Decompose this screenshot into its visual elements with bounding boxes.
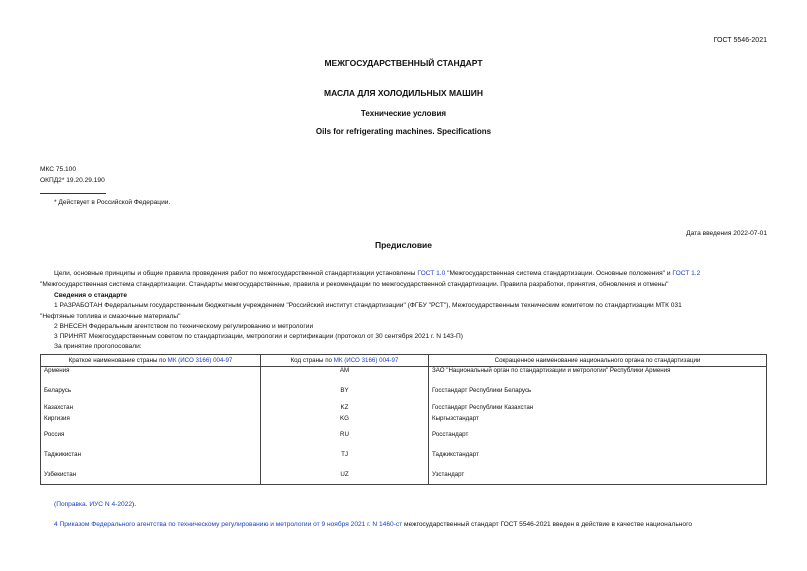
code-cell: UZ: [261, 471, 429, 485]
countries-table: [40, 354, 767, 485]
document-subtitle: Технические условия: [360, 109, 447, 118]
body-cell: Таджикстандарт: [429, 451, 767, 471]
table-row: [41, 451, 767, 471]
country-cell: Беларусь: [41, 387, 261, 404]
preface-text: "Межгосударственная система стандартизации. Основные положения" и: [445, 270, 673, 277]
column-header-body: Сокращенное наименование национального органа по стандартизации: [429, 355, 767, 367]
column-header-country: Краткое наименование страны по МК (ИСО 3166) 004-97: [41, 355, 261, 367]
country-cell: Казахстан: [41, 404, 261, 415]
code-cell: TJ: [261, 451, 429, 471]
mks-code: МКС 75.100: [40, 166, 77, 173]
amendment-link[interactable]: Поправка. ИУС N 4-2022: [56, 501, 133, 508]
okpd-code: ОКПД2* 19.20.29.190: [40, 177, 105, 184]
footnote: * Действует в Российской Федерации.: [54, 199, 171, 206]
document-title-english: Oils for refrigerating machines. Specifications: [315, 127, 492, 136]
item-4-enacted: 4 Приказом Федерального агентства по техническому регулированию и метрологии от 9 ноября 2021 г. N 1460-ст межгосударственный стандарт ГОСТ 5546-2021 введен в действие в качестве национального: [54, 521, 693, 528]
code-cell: AM: [261, 367, 429, 387]
order-link[interactable]: Приказом Федерального агентства по техническому регулированию и метрологии от 9 ноября 2021 г. N 1460-ст: [59, 521, 403, 528]
country-cell: Таджикистан: [41, 451, 261, 471]
introduction-date: Дата введения 2022-07-01: [686, 230, 767, 237]
gost-1-2-link[interactable]: ГОСТ 1.2: [672, 270, 701, 277]
voted-label: За принятие проголосовали:: [54, 343, 142, 350]
document-title: МАСЛА ДЛЯ ХОЛОДИЛЬНЫХ МАШИН: [324, 88, 483, 98]
country-cell: Киргизия: [41, 415, 261, 431]
amendment-note: (Поправка. ИУС N 4-2022).: [54, 501, 137, 508]
table-row: [41, 387, 767, 404]
body-cell: Госстандарт Республики Беларусь: [429, 387, 767, 404]
table-row: [41, 471, 767, 485]
country-cell: Россия: [41, 431, 261, 451]
item-3-adopted: 3 ПРИНЯТ Межгосударственным советом по стандартизации, метрологии и сертификации (протокол от 30 сентября 2021 г. N 143-П): [54, 333, 463, 340]
code-cell: KG: [261, 415, 429, 431]
table-row: [41, 431, 767, 451]
preface-text: Цели, основные принципы и общие правила проведения работ по межгосударственной стандартизации установлены: [54, 270, 418, 277]
table-row: [41, 404, 767, 415]
document-code: ГОСТ 5546-2021: [713, 37, 767, 44]
country-cell: Узбекистан: [41, 471, 261, 485]
body-cell: Узстандарт: [429, 471, 767, 485]
country-cell: Армения: [41, 367, 261, 387]
standard-type-heading: МЕЖГОСУДАРСТВЕННЫЙ СТАНДАРТ: [324, 58, 483, 68]
item-1-developed: 1 РАЗРАБОТАН Федеральным государственным бюджетным учреждением "Российский институт стандартизации" (ФГБУ "РСТ"), Межгосударственным техническим комитетом по стандартизации МТК 031: [54, 302, 682, 309]
code-cell: KZ: [261, 404, 429, 415]
body-cell: Росстандарт: [429, 431, 767, 451]
footnote-divider: [40, 193, 106, 194]
about-standard-heading: Сведения о стандарте: [54, 292, 128, 299]
body-cell: Госстандарт Республики Казахстан: [429, 404, 767, 415]
item-2-submitted: 2 ВНЕСЕН Федеральным агентством по техническому регулированию и метрологии: [54, 323, 314, 330]
table-row: [41, 415, 767, 431]
table-header-row: [41, 355, 767, 367]
item-1-developed-cont: "Нефтяные топлива и смазочные материалы": [40, 313, 181, 320]
column-header-code: Код страны по МК (ИСО 3166) 004-97: [261, 355, 429, 367]
preface-heading: Предисловие: [374, 240, 433, 250]
body-cell: Кыргызстандарт: [429, 415, 767, 431]
code-cell: RU: [261, 431, 429, 451]
preface-paragraph-1: [54, 270, 700, 277]
table-row: [41, 367, 767, 387]
mk-iso-3166-link[interactable]: МК (ИСО 3166) 004-97: [167, 357, 233, 364]
preface-paragraph-1-cont: "Межгосударственная система стандартизации. Стандарты межгосударственные, правила и рекомендации по межгосударственной стандартизации. Правила разработки, принятия, обновления и отмены": [40, 281, 669, 288]
mk-iso-3166-link[interactable]: МК (ИСО 3166) 004-97: [333, 357, 399, 364]
body-cell: ЗАО "Национальный орган по стандартизации и метрологии" Республики Армения: [429, 367, 767, 387]
gost-1-0-link[interactable]: ГОСТ 1.0: [417, 270, 446, 277]
code-cell: BY: [261, 387, 429, 404]
